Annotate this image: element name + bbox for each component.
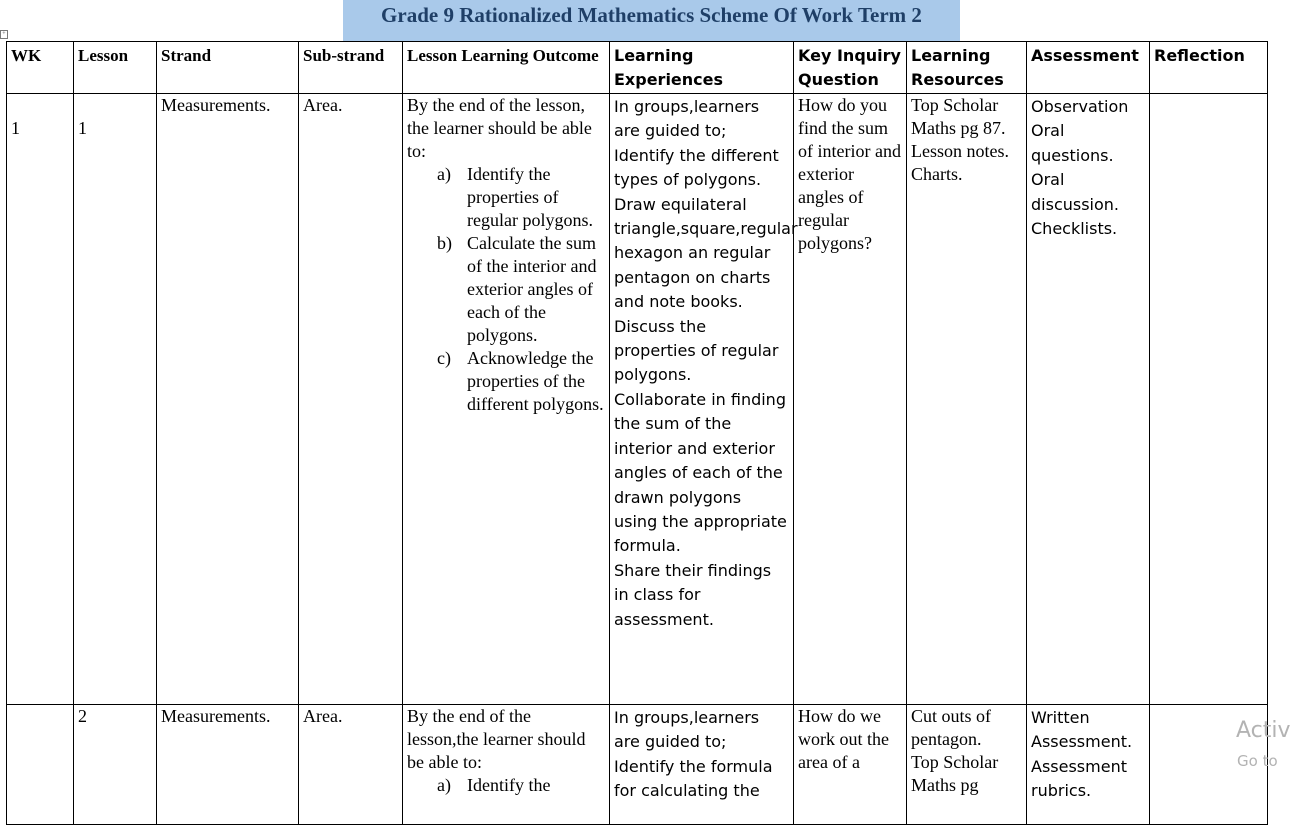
assessment-line: Oral discussion.: [1031, 170, 1120, 214]
cell-assessment: [1027, 705, 1150, 825]
assessment-line: Assessment rubrics.: [1031, 756, 1127, 801]
experience-line: Discuss the properties of regular polygons.: [614, 316, 779, 385]
header-assessment: Assessment: [1027, 42, 1150, 94]
header-reflection: Reflection: [1150, 42, 1268, 94]
outcome-item: [437, 163, 605, 232]
table-header-row: [7, 42, 1268, 94]
header-outcome: Lesson Learning Outcome: [403, 42, 610, 94]
outcome-item: [437, 347, 605, 416]
cell-experiences: [610, 705, 794, 825]
cell-resources: [907, 705, 1027, 825]
header-experiences: Learning Experiences: [610, 42, 794, 94]
assessment-line: Written Assessment.: [1031, 708, 1133, 752]
cell-inquiry: How do you find the sum of interior and exterior angles of regular polygons?: [794, 94, 907, 705]
outcome-intro: By the end of the lesson, the learner should be able to:: [407, 95, 592, 161]
experience-line: Share their findings in class for assessment.: [614, 560, 772, 629]
cell-wk: [7, 94, 74, 705]
list-letter: c): [437, 348, 451, 368]
header-strand: Strand: [157, 42, 299, 94]
experience-line: In groups,learners are guided to;: [614, 708, 760, 752]
document-title: Grade 9 Rationalized Mathematics Scheme Of Work Term 2: [381, 3, 922, 27]
cell-experiences: [610, 94, 798, 705]
assessment-line: Oral questions.: [1031, 121, 1114, 165]
cell-assessment: [1027, 94, 1150, 705]
cell-strand: Measurements.: [157, 94, 299, 705]
cell-wk: [7, 705, 74, 825]
cell-resources: [907, 94, 1027, 705]
resource-line: Charts.: [911, 164, 963, 184]
resource-line: Top Scholar Maths pg: [911, 752, 999, 795]
list-text: Identify the properties of regular polygons.: [467, 164, 593, 230]
resource-line: Lesson notes.: [911, 141, 1009, 161]
resource-line: Top Scholar Maths pg 87.: [911, 95, 1006, 138]
resource-line: Cut outs of pentagon.: [911, 706, 992, 749]
experience-line: Draw equilateral triangle,square,regular hexagon an regular pentagon on charts and note books.: [614, 194, 798, 312]
cell-outcome: [403, 705, 610, 825]
experience-line: In groups,learners are guided to;: [614, 97, 760, 141]
outcome-list: [407, 774, 605, 797]
scheme-of-work-table: [6, 41, 1268, 825]
activation-watermark-subtext: Go to: [1237, 752, 1278, 770]
outcome-item: [437, 774, 605, 797]
move-table-icon[interactable]: +: [0, 30, 8, 39]
header-lesson: Lesson: [74, 42, 157, 94]
list-letter: b): [437, 233, 452, 253]
list-text: Acknowledge the properties of the different polygons.: [467, 348, 604, 414]
table-row: [7, 94, 1268, 705]
assessment-line: Observation: [1031, 97, 1129, 116]
header-wk: WK: [7, 42, 74, 94]
cell-substrand: Area.: [299, 705, 403, 825]
assessment-line: Checklists.: [1031, 219, 1118, 239]
lesson-value: 1: [78, 118, 87, 138]
list-text: Identify the: [467, 775, 551, 795]
outcome-list: [407, 163, 605, 416]
list-letter: a): [437, 775, 451, 795]
experience-line: Identify the different types of polygons.: [614, 145, 779, 190]
cell-reflection: [1150, 94, 1268, 705]
cell-outcome: [403, 94, 610, 705]
cell-lesson: 2: [74, 705, 157, 825]
outcome-intro: By the end of the lesson,the learner should be able to:: [407, 706, 586, 772]
experience-line: Collaborate in finding the sum of the interior and exterior angles of each of the drawn polygons using the appropriate formula.: [614, 389, 787, 556]
activation-watermark: Activ: [1236, 718, 1291, 743]
experience-line: Identify the formula for calculating the: [614, 756, 773, 801]
outcome-item: [437, 232, 605, 347]
title-highlight: [343, 0, 960, 42]
cell-substrand: Area.: [299, 94, 403, 705]
wk-value: 1: [11, 118, 20, 138]
header-substrand: Sub-strand: [299, 42, 403, 94]
cell-lesson: [74, 94, 157, 705]
cell-strand: Measurements.: [157, 705, 299, 825]
header-inquiry: Key Inquiry Question: [794, 42, 907, 94]
list-letter: a): [437, 164, 451, 184]
header-resources: Learning Resources: [907, 42, 1027, 94]
list-text: Calculate the sum of the interior and exterior angles of each of the polygons.: [467, 233, 597, 345]
cell-inquiry: How do we work out the area of a: [794, 705, 907, 825]
table-row: [7, 705, 1268, 825]
